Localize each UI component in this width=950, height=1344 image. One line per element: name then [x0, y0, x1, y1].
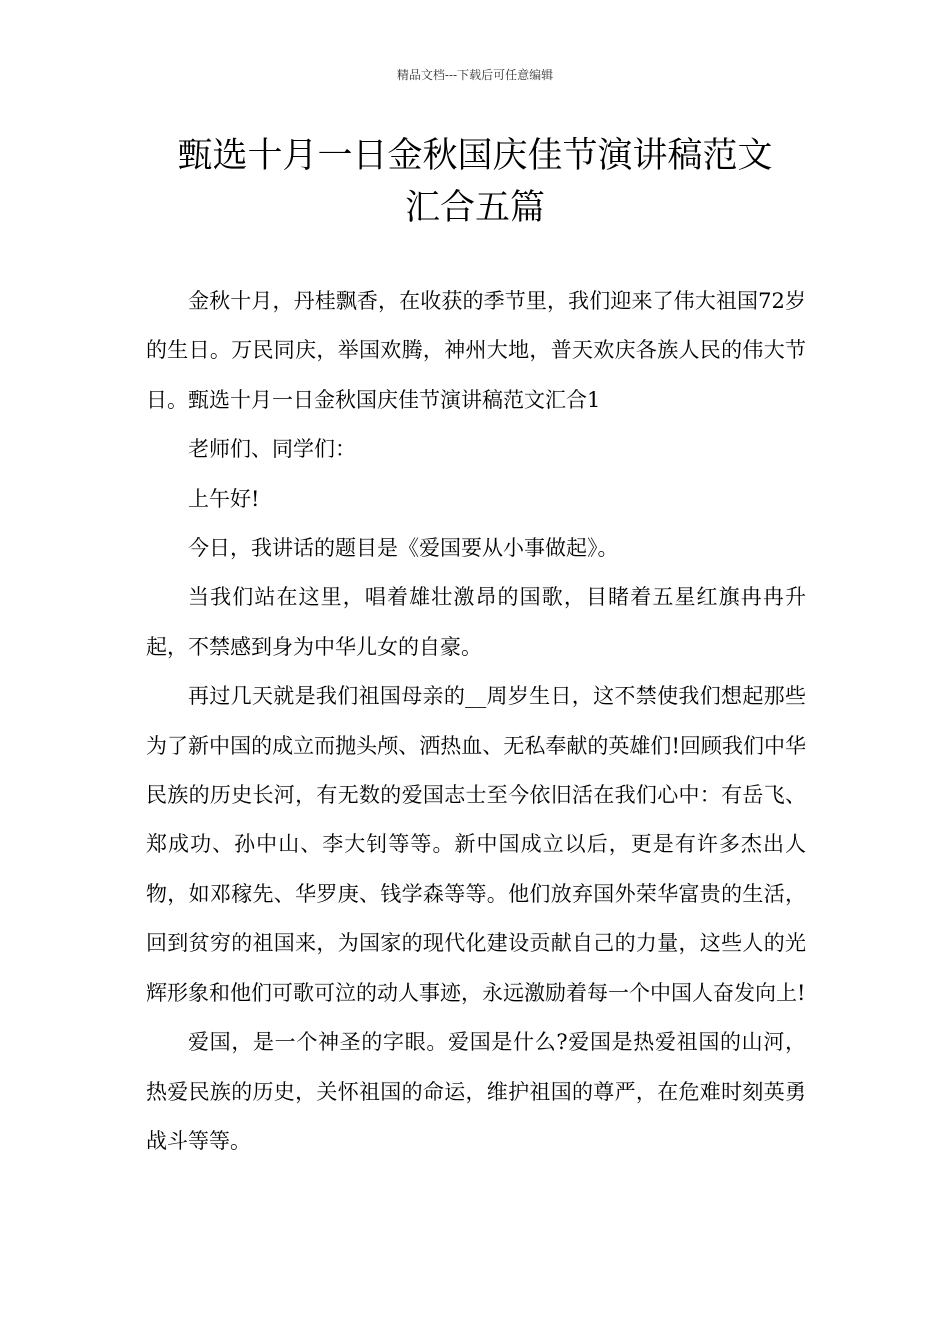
paragraph: 爱国，是一个神圣的字眼。爱国是什么?爱国是热爱祖国的山河，热爱民族的历史，关怀祖国的命运，维护祖国的尊严，在危难时刻英勇战斗等等。	[146, 1030, 806, 1153]
page-header: 精品文档---下载后可任意编辑	[396, 68, 554, 82]
paragraph-intro: 金秋十月，丹桂飘香，在收获的季节里，我们迎来了伟大祖国72岁的生日。万民同庆，举国欢腾，神州大地，普天欢庆各族人民的伟大节日。甄选十月一日金秋国庆佳节演讲稿范文汇合1	[146, 289, 806, 412]
title-line-2: 汇合五篇	[404, 188, 545, 228]
paragraph: 再过几天就是我们祖国母亲的__周岁生日，这不禁使我们想起那些为了新中国的成立而抛头颅、洒热血、无私奉献的英雄们!回顾我们中华民族的历史长河，有无数的爱国志士至今依旧活在我们心中：有岳飞、郑成功、孙中山、李大钊等等。新中国成立以后，更是有许多杰出人物，如邓稼先、华罗庚、钱学森等等。他们放弃国外荣华富贵的生活，回到贫穷的祖国来，为国家的现代化建设贡献自己的力量，这些人的光辉形象和他们可歌可泣的动人事迹，永远激励着每一个中国人奋发向上!	[146, 684, 806, 1005]
document-body	[146, 277, 806, 1166]
paragraph-salutation: 老师们、同学们：	[188, 437, 356, 462]
paragraph-greeting: 上午好!	[188, 486, 260, 511]
title-line-1: 甄选十月一日金秋国庆佳节演讲稿范文	[177, 136, 773, 176]
paragraph-topic: 今日，我讲话的题目是《爱国要从小事做起》。	[188, 536, 619, 561]
paragraph: 当我们站在这里，唱着雄壮激昂的国歌，目睹着五星红旗冉冉升起，不禁感到身为中华儿女的自豪。	[146, 585, 806, 659]
document-title	[100, 130, 850, 234]
